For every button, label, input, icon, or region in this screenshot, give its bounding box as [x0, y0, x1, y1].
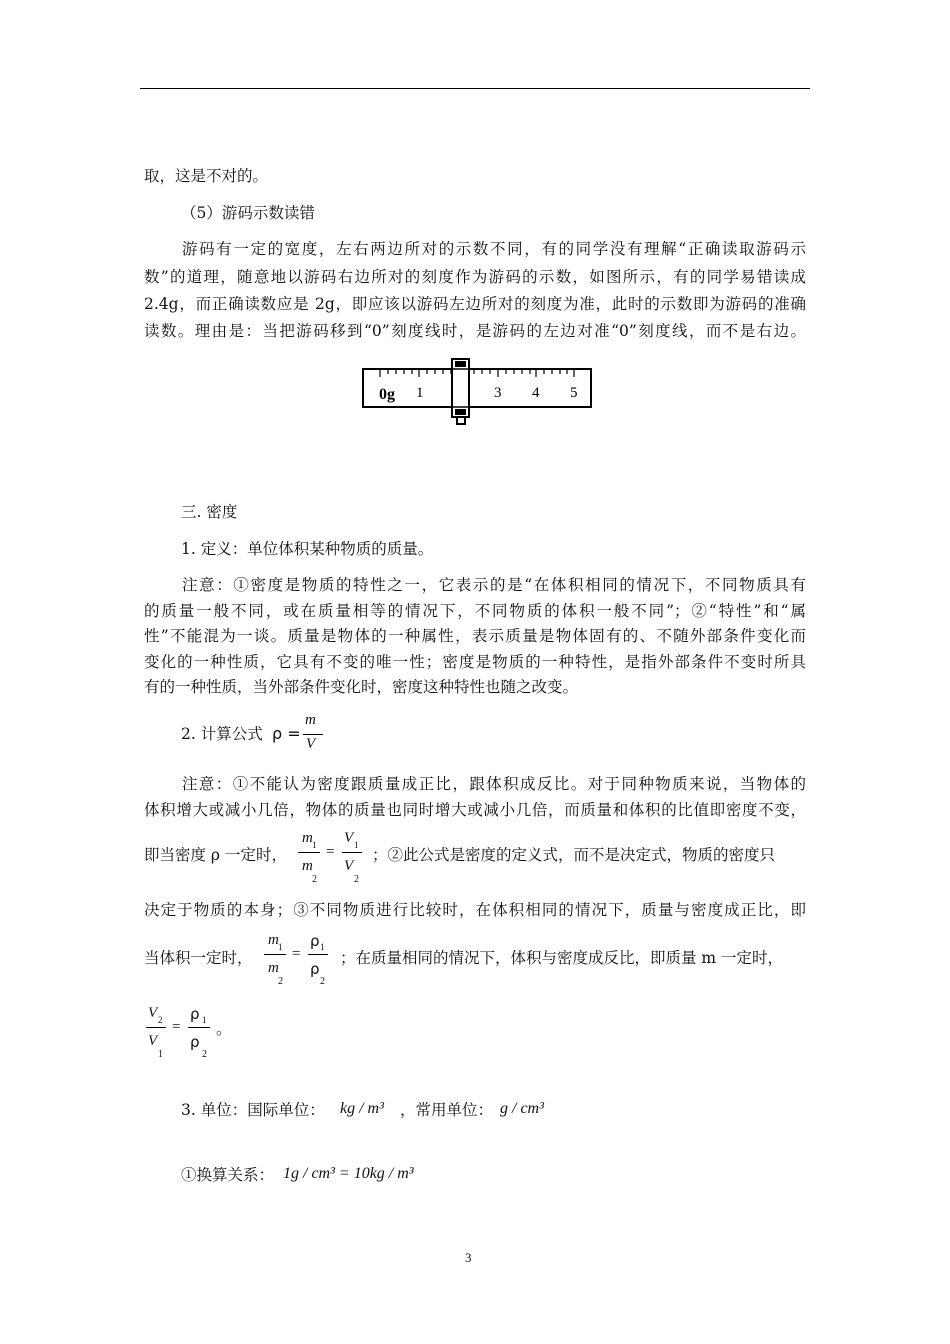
- text-fragment: ；②此公式是密度的定义式，而不是决定式，物质的密度只: [372, 846, 776, 864]
- scale-tick-label: 3: [494, 385, 502, 401]
- conversion-label: ①换算关系：: [181, 1166, 275, 1184]
- text-fragment: 。: [216, 1020, 232, 1038]
- text-fragment: ；在质量相同的情况下，体积与密度成反比，即质量 m 一定时，: [340, 949, 784, 967]
- text-fragment: 当体积一定时，: [144, 949, 253, 967]
- denominator-V: V: [306, 736, 316, 752]
- unit-common: g / cm³: [500, 1100, 544, 1117]
- paragraph-line: 有的一种性质，当外部条件变化时，密度这种特性也随之改变。: [144, 678, 579, 696]
- rho-equals: ρ =: [272, 724, 301, 743]
- scale-tick-label: 5: [570, 385, 578, 401]
- rider-scale-figure: [360, 357, 596, 429]
- header-rule: [140, 88, 810, 89]
- subheading-5: （5）游码示数读错: [181, 204, 315, 222]
- scale-tick-label: 1: [416, 385, 424, 401]
- unit-si: kg / m³: [340, 1100, 384, 1117]
- paragraph-line: 的质量一般不同，或在质量相等的情况下，不同物质的体积一般不同”；②“特性”和“属: [144, 602, 806, 620]
- paragraph-line: 决定于物质的本身；③不同物质进行比较时，在体积相同的情况下，质量与密度成正比，即: [144, 901, 806, 919]
- text-line: 取，这是不对的。: [144, 167, 269, 185]
- scale-tick-label: 4: [532, 385, 540, 401]
- unit-label: 3. 单位：国际单位：: [181, 1101, 325, 1119]
- density-fraction: [303, 712, 323, 758]
- paragraph-line: 注意：①密度是物质的特性之一，它表示的是“在体积相同的情况下，不同物质具有: [182, 576, 806, 594]
- scale-body: [363, 369, 591, 407]
- unit-common-label: ，常用单位：: [400, 1101, 494, 1119]
- rider-weight: [452, 359, 469, 424]
- numerator-m: m: [305, 712, 316, 728]
- scale-zero-label: 0g: [379, 386, 395, 403]
- ratio-m1-m2-equals-rho1-rho2: m 1 m 2 = ρ 1 ρ 2: [264, 932, 334, 992]
- ratio-V2-V1-equals-rho1-rho2: V 2 V 1 = ρ 1 ρ 2: [146, 1005, 216, 1065]
- paragraph-line: 体积增大或减小几倍，物体的质量也同时增大或减小几倍，而质量和体积的比值即密度不变，: [144, 801, 806, 819]
- definition-line: 1. 定义：单位体积某种物质的质量。: [181, 540, 434, 558]
- paragraph-line: 性”不能混为一谈。质量是物体的一种属性，表示质量是物体固有的、不随外部条件变化而: [144, 627, 806, 645]
- paragraph-line: 2.4g，而正确读数应是 2g，即应该以游码左边所对的刻度为准，此时的示数即为游码的准确: [144, 295, 806, 313]
- conversion-formula: 1g / cm³ = 10kg / m³: [283, 1165, 414, 1182]
- section-heading: 三. 密度: [181, 503, 238, 521]
- paragraph-line: 数”的道理，随意地以游码右边所对的刻度作为游码的示数，如图所示，有的同学易错读成: [144, 268, 806, 286]
- paragraph-line: 注意：①不能认为密度跟质量成正比，跟体积成反比。对于同种物质来说，当物体的: [182, 775, 806, 793]
- text-fragment: 即当密度 ρ 一定时，: [144, 846, 287, 864]
- paragraph-line: 变化的一种性质，它具有不变的唯一性；密度是物质的一种特性，是指外部条件不变时所具: [144, 653, 806, 671]
- page-number: 3: [465, 1250, 472, 1265]
- formula-label: 2. 计算公式: [181, 725, 263, 743]
- ratio-m1-m2-equals-V1-V2: m 1 m 2 = V 1 V 2: [298, 830, 368, 890]
- paragraph-line: 游码有一定的宽度，左右两边所对的示数不同，有的同学没有理解“正确读取游码示: [182, 240, 806, 258]
- paragraph-line: 读数。理由是：当把游码移到“0”刻度线时，是游码的左边对准“0”刻度线，而不是右边。: [144, 322, 806, 340]
